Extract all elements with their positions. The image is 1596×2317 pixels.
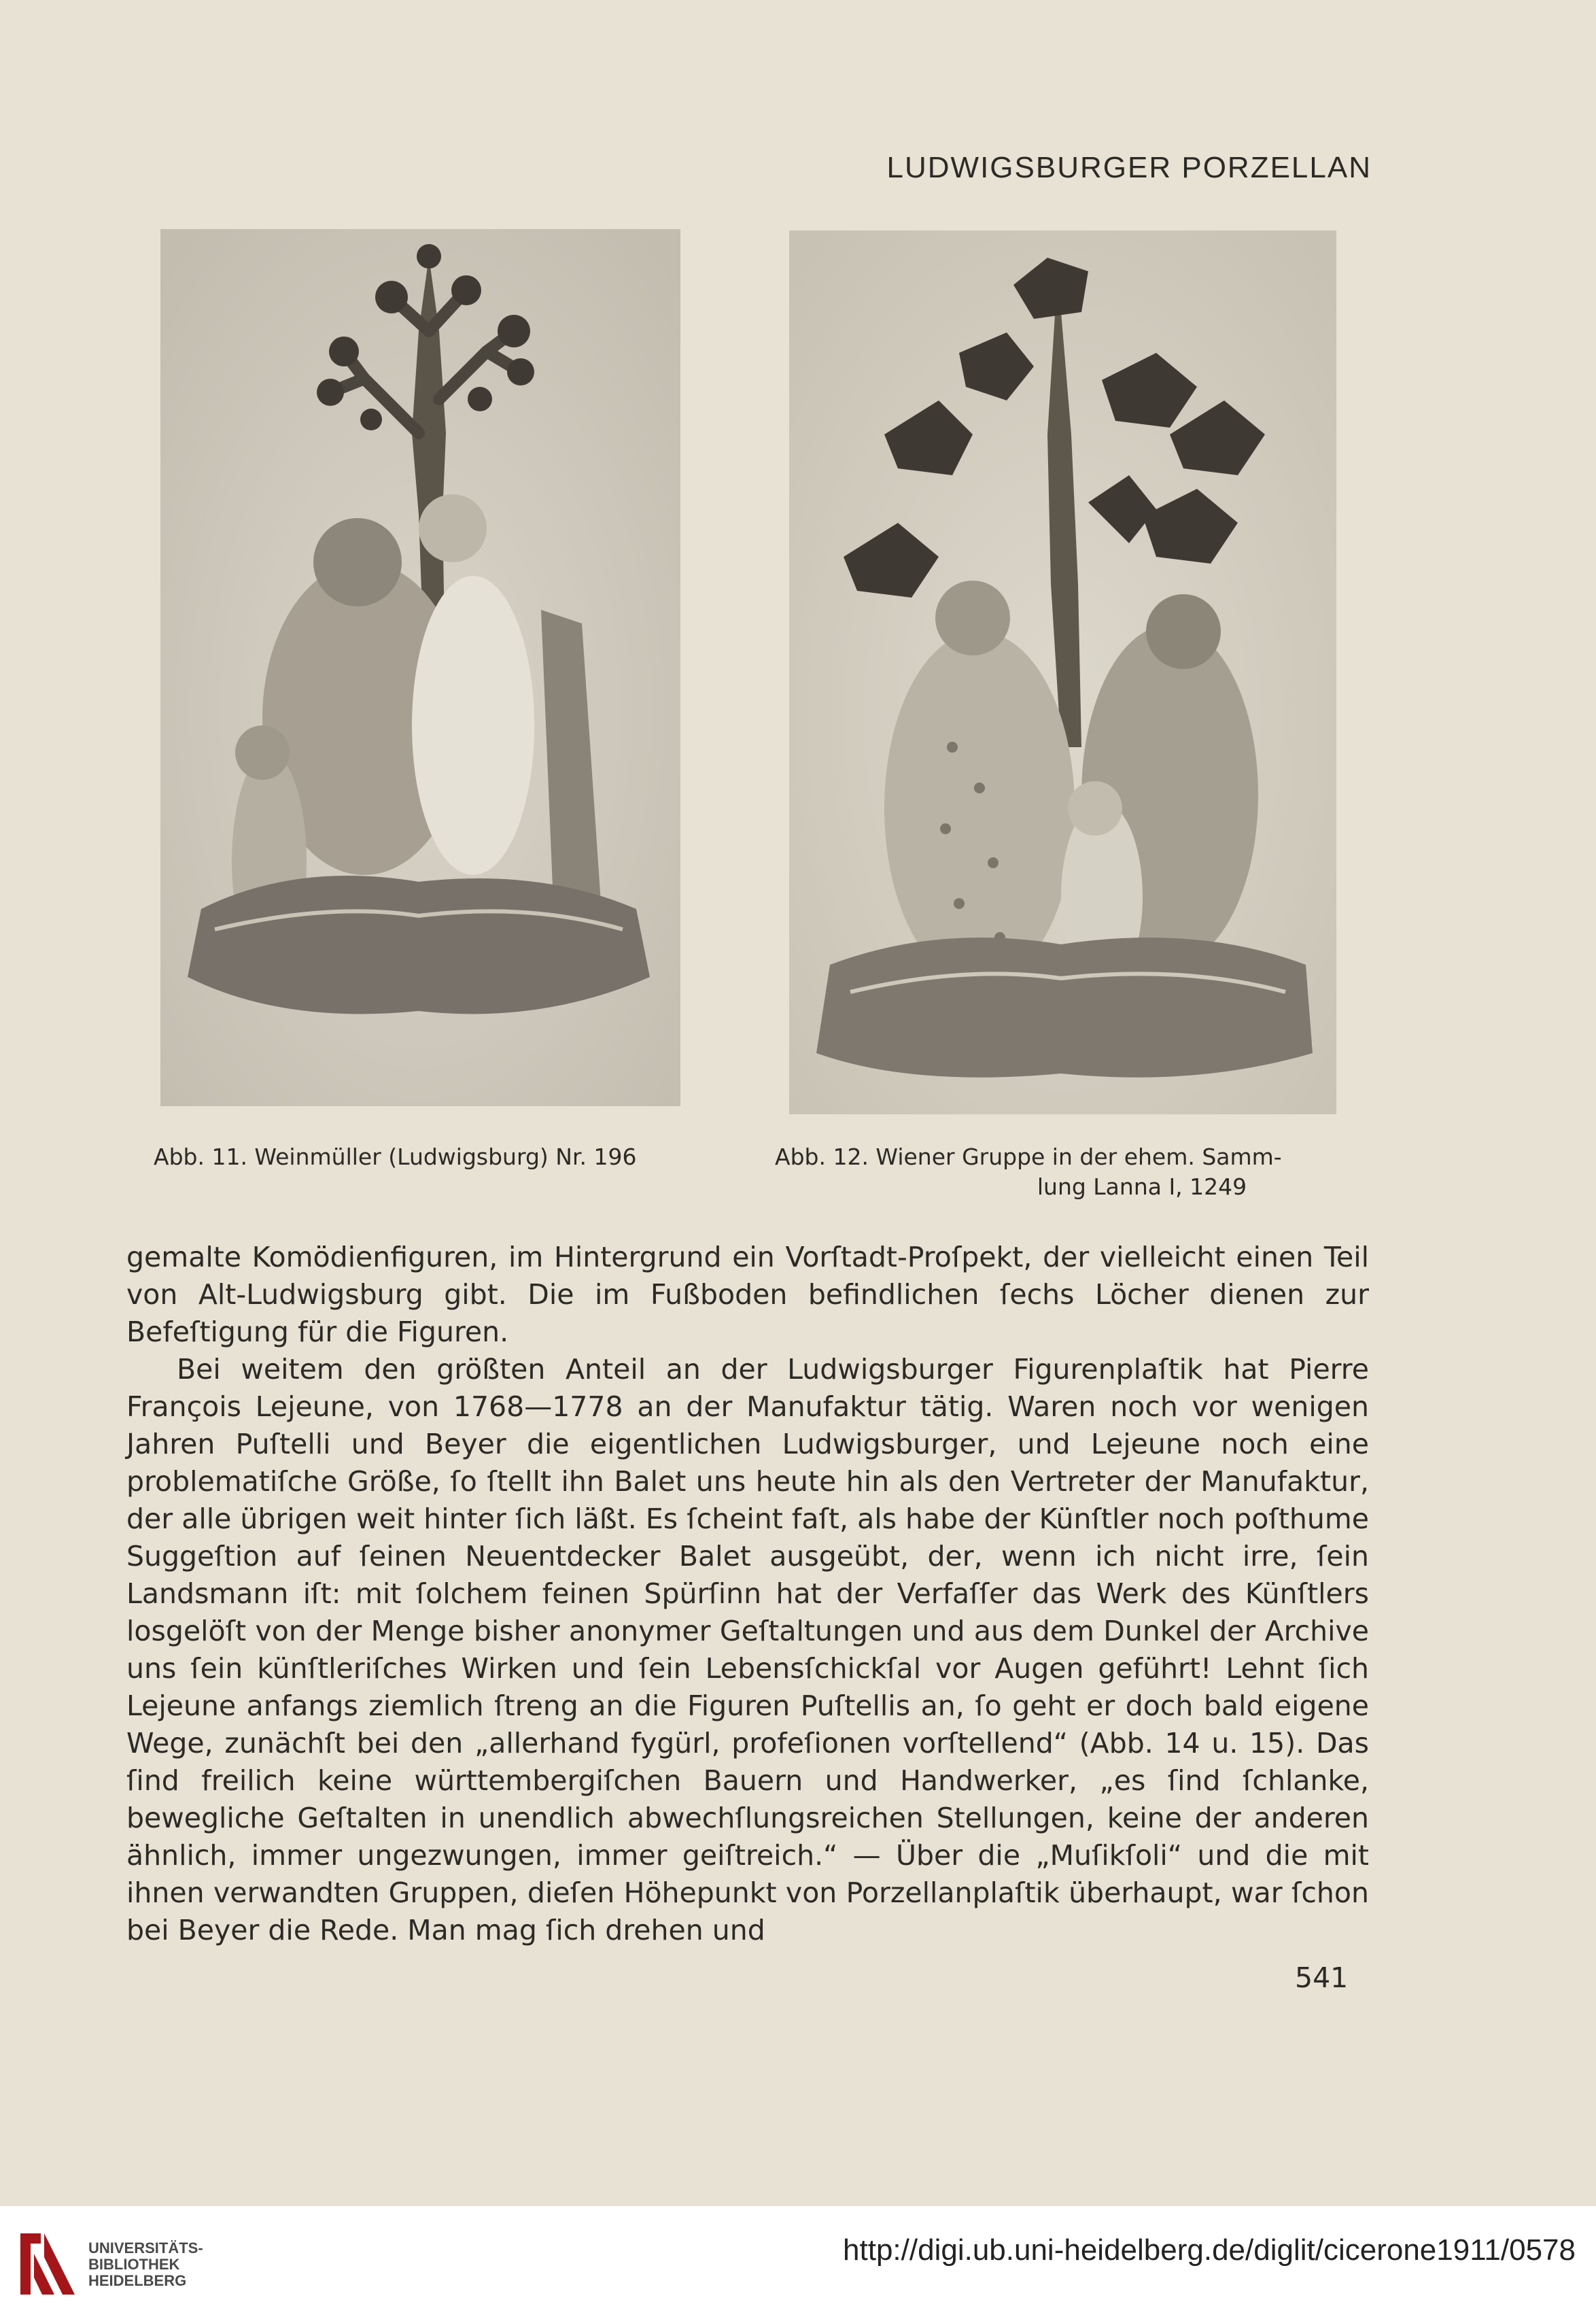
paragraph: Bei weitem den größten Anteil an der Ludwigsburger Figurenplaſtik hat Pierre François Lejeune, von 1768—1778 an der Manufaktur tätig. Waren noch vor wenigen Jahren Puſtelli und Beyer die eigentlichen Ludwigsburger, und Lejeune noch eine problematiſche Größe, ſo ſtellt ihn Balet uns heute hin als den Vertreter der Manufaktur, der alle übrigen weit hinter ſich läßt. Es ſcheint faſt, als habe der Künſtler noch poſthume Suggeſtion auf ſeinen Neuentdecker Balet ausgeübt, der, wenn ich nicht irre, ſein Landsmann iſt: mit ſolchem feinen Spürſinn hat der Verfaſſer das Werk des Künſtlers losgelöſt von der Menge bisher anonymer Geſtaltungen und aus dem Dunkel der Archive uns ſein künſtleriſches Wirken und ſein Lebensſchickſal vor Augen geführt! Lehnt ſich Lejeune anfangs ziemlich ſtreng an die Figuren Puſtellis an, ſo geht er doch bald eigene Wege, zunächſt bei den „allerhand fygürl, profeſionen vorſtellend“ (Abb. 14 u. 15). Das ſind freilich keine württembergiſchen Bauern und Handwerker, „es ſind ſchlanke, bewegliche Geſtalten in unendlich abwechſlungsreichen Stellungen, keine der anderen ähnlich, immer ungezwungen, immer geiſtreich.“ — Über die „Muſikſoli“ und die mit ihnen verwandten Gruppen, dieſen Höhepunkt von Porzellanplaſtik überhaupt, war ſchon bei Beyer die Rede. Man mag ſich drehen und bbox=[126, 1353, 1369, 1946]
figure-caption-2-line-1: Abb. 12. Wiener Gruppe in der ehem. Samm- bbox=[775, 1144, 1282, 1170]
footer-bar bbox=[0, 2206, 1596, 2317]
figure-caption-1: Abb. 11. Weinmüller (Ludwigsburg) Nr. 196 bbox=[154, 1144, 637, 1170]
logo-line: BIBLIOTHEK bbox=[88, 2256, 180, 2273]
logo-text bbox=[88, 2240, 203, 2289]
logo-line: HEIDELBERG bbox=[88, 2272, 187, 2289]
running-header: LUDWIGSBURGER PORZELLAN bbox=[886, 151, 1372, 184]
logo-line: UNIVERSITÄTS- bbox=[88, 2239, 203, 2256]
figure-image-wiener-gruppe bbox=[789, 230, 1336, 1114]
figure-caption-2-line-2: lung Lanna I, 1249 bbox=[1037, 1173, 1247, 1200]
figure-image-weinmueller bbox=[160, 229, 680, 1106]
figure-caption-2 bbox=[775, 1142, 1373, 1202]
paragraph: gemalte Komödienfiguren, im Hintergrund ein Vorſtadt-Proſpekt, der vielleicht einen Teil von Alt-Ludwigsburg gibt. Die im Fußboden befindlichen ſechs Löcher dienen zur Befeſtigung für die Figuren. bbox=[126, 1241, 1369, 1348]
page-number: 541 bbox=[1295, 1961, 1349, 1994]
body-text bbox=[126, 1239, 1369, 1949]
university-library-logo-icon bbox=[14, 2227, 82, 2301]
source-url-link[interactable]: http://digi.ub.uni-heidelberg.de/diglit/cicerone1911/0578 bbox=[843, 2233, 1576, 2267]
